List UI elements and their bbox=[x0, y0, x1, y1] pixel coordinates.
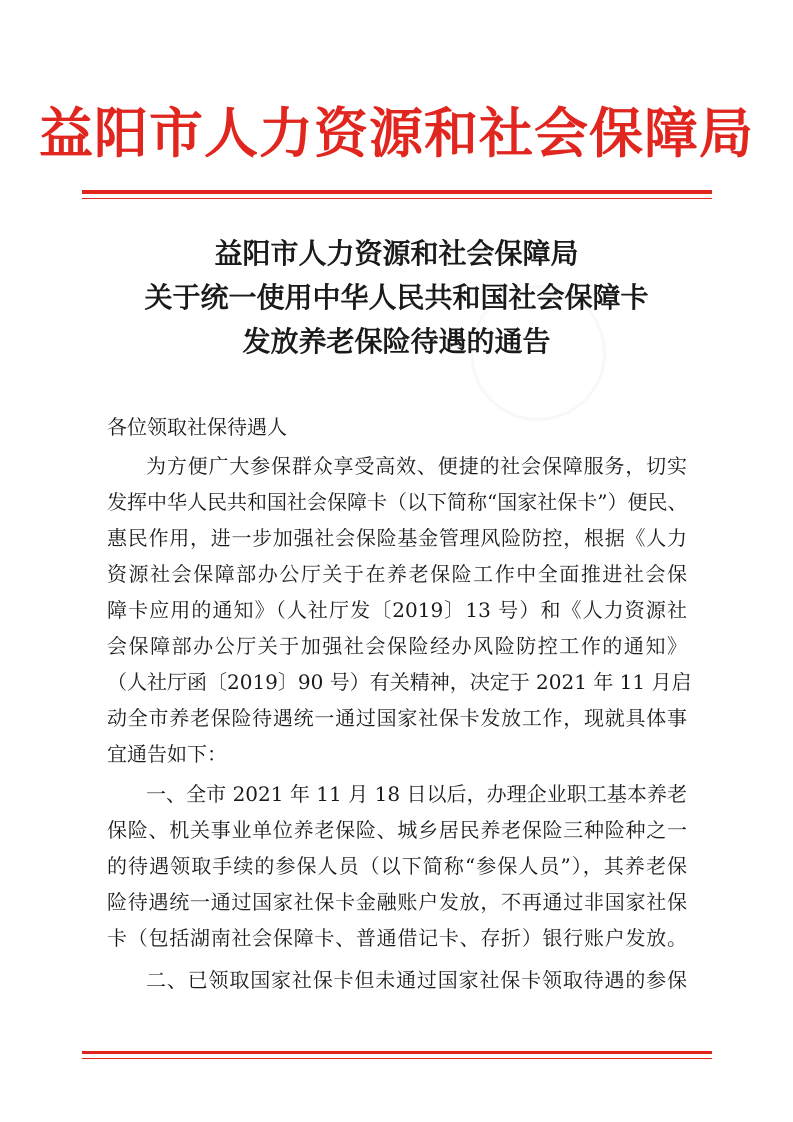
body-line: （人社厅函〔2019〕90 号）有关精神，决定于 2021 年 11 月启 bbox=[107, 670, 692, 694]
masthead-red-rule-thin bbox=[82, 198, 712, 199]
document-title bbox=[0, 232, 793, 364]
footer-red-rule-thick bbox=[82, 1051, 712, 1054]
masthead-red-rule-thick bbox=[82, 190, 712, 194]
body-line: 保险、机关事业单位养老保险、城乡居民养老保险三种险种之一 bbox=[107, 818, 687, 842]
body-line: 为方便广大参保群众享受高效、便捷的社会保障服务，切实 bbox=[146, 454, 687, 478]
body-line: 障卡应用的通知》（人社厅发〔2019〕13 号）和《人力资源社 bbox=[107, 598, 687, 622]
title-line-1: 益阳市人力资源和社会保障局 bbox=[214, 237, 579, 270]
body-line: 宜通告如下： bbox=[107, 742, 227, 766]
body-line: 卡（包括湖南社会保障卡、普通借记卡、存折）银行账户发放。 bbox=[107, 926, 687, 950]
title-line-2: 关于统一使用中华人民共和国社会保障卡 bbox=[144, 281, 649, 314]
body-line: 二、已领取国家社保卡但未通过国家社保卡领取待遇的参保 bbox=[146, 968, 687, 992]
body-line: 惠民作用，进一步加强社会保险基金管理风险防控，根据《人力 bbox=[107, 526, 687, 550]
salutation: 各位领取社保待遇人 bbox=[107, 415, 287, 439]
body-line: 动全市养老保险待遇统一通过国家社保卡发放工作，现就具体事 bbox=[107, 706, 687, 730]
body-line: 险待遇统一通过国家社保卡金融账户发放，不再通过非国家社保 bbox=[107, 890, 687, 914]
body-line: 的待遇领取手续的参保人员（以下简称“参保人员”），其养老保 bbox=[107, 854, 687, 878]
footer-red-rule-thin bbox=[82, 1058, 712, 1059]
body-line: 发挥中华人民共和国社会保障卡（以下简称“国家社保卡”）便民、 bbox=[107, 490, 688, 514]
masthead-organization-name: 益阳市人力资源和社会保障局 bbox=[39, 101, 754, 165]
body-line: 资源社会保障部办公厅关于在养老保险工作中全面推进社会保 bbox=[107, 562, 687, 586]
body-line: 会保障部办公厅关于加强社会保险经办风险防控工作的通知》 bbox=[107, 634, 687, 658]
body-line: 一、全市 2021 年 11 月 18 日以后，办理企业职工基本养老 bbox=[146, 782, 687, 806]
title-line-3: 发放养老保险待遇的通告 bbox=[242, 325, 551, 358]
